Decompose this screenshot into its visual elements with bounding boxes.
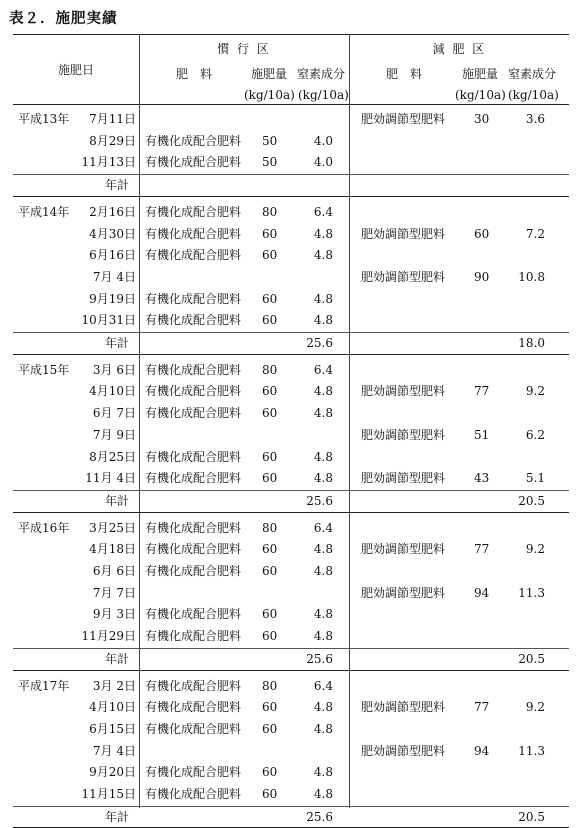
conv-amount-cell: 60 <box>262 542 278 557</box>
red-fertilizer-cell: 肥効調節型肥料 <box>361 743 446 758</box>
conv-nitrogen-cell: 4.0 <box>313 155 333 170</box>
year-block-rule <box>13 196 569 197</box>
red-amount-cell: 94 <box>474 585 490 600</box>
conv-fertilizer-cell: 有機化成配合肥料 <box>145 629 242 644</box>
subtotal-rule <box>13 332 569 333</box>
conv-fertilizer-cell: 有機化成配合肥料 <box>145 542 242 557</box>
year-block-rule <box>13 354 569 355</box>
header-conv-fertilizer: 肥 料 <box>176 67 213 81</box>
conv-amount-cell: 80 <box>262 678 278 693</box>
conv-fertilizer-cell: 有機化成配合肥料 <box>145 313 242 328</box>
red-fertilizer-cell: 肥効調節型肥料 <box>361 542 446 557</box>
header-conv-nitrogen: 窒素成分 <box>297 67 346 81</box>
date-cell: 4月30日 <box>89 226 136 241</box>
conv-nitrogen-cell: 4.8 <box>313 787 333 801</box>
conv-amount-cell: 60 <box>262 449 278 464</box>
date-cell: 4月10日 <box>89 384 136 399</box>
red-nitrogen-cell: 10.8 <box>518 269 545 284</box>
conv-amount-cell: 60 <box>262 607 278 622</box>
conv-fertilizer-cell: 有機化成配合肥料 <box>145 471 242 486</box>
red-nitrogen-cell: 7.2 <box>525 226 545 241</box>
red-amount-cell: 51 <box>474 427 490 442</box>
conv-amount-cell: 80 <box>262 520 278 535</box>
red-amount-cell: 60 <box>474 226 490 241</box>
year-label: 平成16年 <box>18 520 70 535</box>
date-cell: 11月29日 <box>81 629 136 644</box>
header-reduced-plot: 減 肥 区 <box>432 42 487 56</box>
date-cell: 3月 6日 <box>92 362 136 377</box>
conv-nitrogen-cell: 4.8 <box>313 471 333 486</box>
header-red-unit-nitrogen: (kg/10a) <box>508 88 559 102</box>
year-label: 平成17年 <box>18 678 70 693</box>
conv-nitrogen-cell: 4.8 <box>313 629 333 644</box>
date-cell: 4月18日 <box>89 542 136 557</box>
conv-nitrogen-cell: 4.8 <box>313 406 333 421</box>
header-conv-amount: 施肥量 <box>251 67 288 81</box>
red-fertilizer-cell: 肥効調節型肥料 <box>361 112 446 126</box>
conv-nitrogen-cell: 4.8 <box>313 721 333 736</box>
conv-nitrogen-cell: 6.4 <box>313 204 333 219</box>
conv-amount-cell: 80 <box>262 362 278 377</box>
column-divider-plots <box>349 34 350 808</box>
conv-amount-cell: 60 <box>262 226 278 241</box>
header-date: 施肥日 <box>57 63 94 77</box>
conv-nitrogen-cell: 4.8 <box>313 449 333 464</box>
date-cell: 7月 4日 <box>92 743 136 758</box>
date-cell: 3月25日 <box>89 520 136 535</box>
year-block-rule <box>13 670 569 671</box>
header-red-unit-amount: (kg/10a) <box>455 88 506 102</box>
conv-nitrogen-cell: 4.8 <box>313 248 333 263</box>
table-top-rule <box>13 34 569 35</box>
conv-amount-cell: 80 <box>262 204 278 219</box>
conv-fertilizer-cell: 有機化成配合肥料 <box>145 406 242 421</box>
conv-nitrogen-cell: 4.8 <box>313 313 333 328</box>
conv-fertilizer-cell: 有機化成配合肥料 <box>145 384 242 399</box>
red-fertilizer-cell: 肥効調節型肥料 <box>361 585 446 600</box>
conv-fertilizer-cell: 有機化成配合肥料 <box>145 291 242 306</box>
conv-amount-cell: 60 <box>262 471 278 486</box>
year-total-label: 年計 <box>105 652 130 666</box>
red-fertilizer-cell: 肥効調節型肥料 <box>361 471 446 486</box>
header-conv-unit-nitrogen: (kg/10a) <box>298 88 349 102</box>
conv-nitrogen-cell: 4.8 <box>313 700 333 715</box>
date-cell: 8月29日 <box>89 133 136 148</box>
conv-fertilizer-cell: 有機化成配合肥料 <box>145 155 242 170</box>
red-nitrogen-cell: 9.2 <box>525 384 545 399</box>
conv-fertilizer-cell: 有機化成配合肥料 <box>145 721 242 736</box>
conv-amount-cell: 60 <box>262 721 278 736</box>
conv-fertilizer-cell: 有機化成配合肥料 <box>145 226 242 241</box>
conv-year-total: 25.6 <box>306 810 333 824</box>
conv-nitrogen-cell: 4.8 <box>313 291 333 306</box>
conv-fertilizer-cell: 有機化成配合肥料 <box>145 133 242 148</box>
year-block-rule <box>13 512 569 513</box>
year-label: 平成15年 <box>18 362 70 377</box>
date-cell: 7月 7日 <box>92 585 136 600</box>
conv-nitrogen-cell: 4.0 <box>313 133 333 148</box>
red-nitrogen-cell: 9.2 <box>525 700 545 715</box>
date-cell: 7月 4日 <box>92 269 136 284</box>
red-fertilizer-cell: 肥効調節型肥料 <box>361 700 446 715</box>
conv-amount-cell: 60 <box>262 629 278 644</box>
header-red-fertilizer: 肥 料 <box>386 67 423 81</box>
conv-nitrogen-cell: 4.8 <box>313 542 333 557</box>
red-amount-cell: 94 <box>474 743 490 758</box>
conv-fertilizer-cell: 有機化成配合肥料 <box>145 678 242 693</box>
conv-nitrogen-cell: 6.4 <box>313 520 333 535</box>
red-amount-cell: 30 <box>474 112 490 126</box>
conv-amount-cell: 60 <box>262 406 278 421</box>
date-cell: 11月15日 <box>81 787 136 801</box>
date-cell: 11月13日 <box>81 155 136 170</box>
red-nitrogen-cell: 9.2 <box>525 542 545 557</box>
conv-fertilizer-cell: 有機化成配合肥料 <box>145 700 242 715</box>
date-cell: 9月 3日 <box>92 607 136 622</box>
date-cell: 7月11日 <box>89 112 136 126</box>
red-year-total: 20.5 <box>518 810 545 824</box>
year-label: 平成14年 <box>18 204 70 219</box>
conv-amount-cell: 60 <box>262 248 278 263</box>
subtotal-rule <box>13 174 569 175</box>
red-year-total: 18.0 <box>518 336 545 350</box>
conv-amount-cell: 50 <box>262 155 278 170</box>
header-red-nitrogen: 窒素成分 <box>508 67 557 81</box>
date-cell: 6月15日 <box>89 721 136 736</box>
year-label: 平成13年 <box>18 112 70 126</box>
table-title: 表２．施肥実績 <box>9 11 118 27</box>
conv-fertilizer-cell: 有機化成配合肥料 <box>145 248 242 263</box>
year-total-label: 年計 <box>105 178 130 192</box>
year-total-label: 年計 <box>105 336 130 350</box>
conv-amount-cell: 60 <box>262 384 278 399</box>
date-cell: 10月31日 <box>81 313 136 328</box>
conv-year-total: 25.6 <box>306 494 333 508</box>
red-amount-cell: 77 <box>474 384 490 399</box>
date-cell: 4月10日 <box>89 700 136 715</box>
date-cell: 6月16日 <box>89 248 136 263</box>
date-cell: 6月 6日 <box>92 564 136 578</box>
conv-fertilizer-cell: 有機化成配合肥料 <box>145 449 242 464</box>
conv-nitrogen-cell: 4.8 <box>313 765 333 780</box>
conv-nitrogen-cell: 4.8 <box>313 607 333 622</box>
conv-amount-cell: 60 <box>262 700 278 715</box>
red-amount-cell: 90 <box>474 269 490 284</box>
conv-amount-cell: 60 <box>262 564 278 578</box>
header-conventional-plot: 慣 行 区 <box>217 42 271 56</box>
conv-nitrogen-cell: 6.4 <box>313 362 333 377</box>
date-cell: 2月16日 <box>89 204 136 219</box>
red-year-total: 20.5 <box>518 494 545 508</box>
red-fertilizer-cell: 肥効調節型肥料 <box>361 384 446 399</box>
date-cell: 8月25日 <box>89 449 136 464</box>
date-cell: 6月 7日 <box>92 406 136 421</box>
red-amount-cell: 77 <box>474 700 490 715</box>
header-conv-unit-amount: (kg/10a) <box>244 88 295 102</box>
red-amount-cell: 43 <box>474 471 490 486</box>
conv-amount-cell: 60 <box>262 313 278 328</box>
conv-amount-cell: 60 <box>262 765 278 780</box>
conv-nitrogen-cell: 4.8 <box>313 384 333 399</box>
year-total-label: 年計 <box>105 810 130 824</box>
red-fertilizer-cell: 肥効調節型肥料 <box>361 427 446 442</box>
conv-amount-cell: 60 <box>262 787 278 801</box>
date-cell: 9月19日 <box>89 291 136 306</box>
conv-fertilizer-cell: 有機化成配合肥料 <box>145 204 242 219</box>
conv-year-total: 25.6 <box>306 336 333 350</box>
subtotal-rule <box>13 648 569 649</box>
conv-fertilizer-cell: 有機化成配合肥料 <box>145 362 242 377</box>
conv-amount-cell: 60 <box>262 291 278 306</box>
header-red-amount: 施肥量 <box>462 67 499 81</box>
red-fertilizer-cell: 肥効調節型肥料 <box>361 269 446 284</box>
date-cell: 7月 9日 <box>92 427 136 442</box>
subtotal-rule <box>13 806 569 807</box>
red-year-total: 20.5 <box>518 652 545 666</box>
date-cell: 9月20日 <box>89 765 136 780</box>
red-fertilizer-cell: 肥効調節型肥料 <box>361 226 446 241</box>
conv-nitrogen-cell: 6.4 <box>313 678 333 693</box>
date-cell: 11月 4日 <box>85 471 136 486</box>
conv-fertilizer-cell: 有機化成配合肥料 <box>145 520 242 535</box>
conv-fertilizer-cell: 有機化成配合肥料 <box>145 607 242 622</box>
red-amount-cell: 77 <box>474 542 490 557</box>
red-nitrogen-cell: 11.3 <box>518 585 545 600</box>
conv-fertilizer-cell: 有機化成配合肥料 <box>145 787 242 801</box>
conv-fertilizer-cell: 有機化成配合肥料 <box>145 564 242 578</box>
conv-nitrogen-cell: 4.8 <box>313 226 333 241</box>
conv-fertilizer-cell: 有機化成配合肥料 <box>145 765 242 780</box>
red-nitrogen-cell: 6.2 <box>525 427 545 442</box>
header-bottom-rule <box>13 104 569 105</box>
column-divider-date <box>139 34 140 808</box>
red-nitrogen-cell: 3.6 <box>525 112 545 126</box>
date-cell: 3月 2日 <box>92 678 136 693</box>
red-nitrogen-cell: 5.1 <box>525 471 545 486</box>
year-total-label: 年計 <box>105 494 130 508</box>
red-nitrogen-cell: 11.3 <box>518 743 545 758</box>
conv-amount-cell: 50 <box>262 133 278 148</box>
conv-nitrogen-cell: 4.8 <box>313 564 333 578</box>
conv-year-total: 25.6 <box>306 652 333 666</box>
subtotal-rule <box>13 490 569 491</box>
